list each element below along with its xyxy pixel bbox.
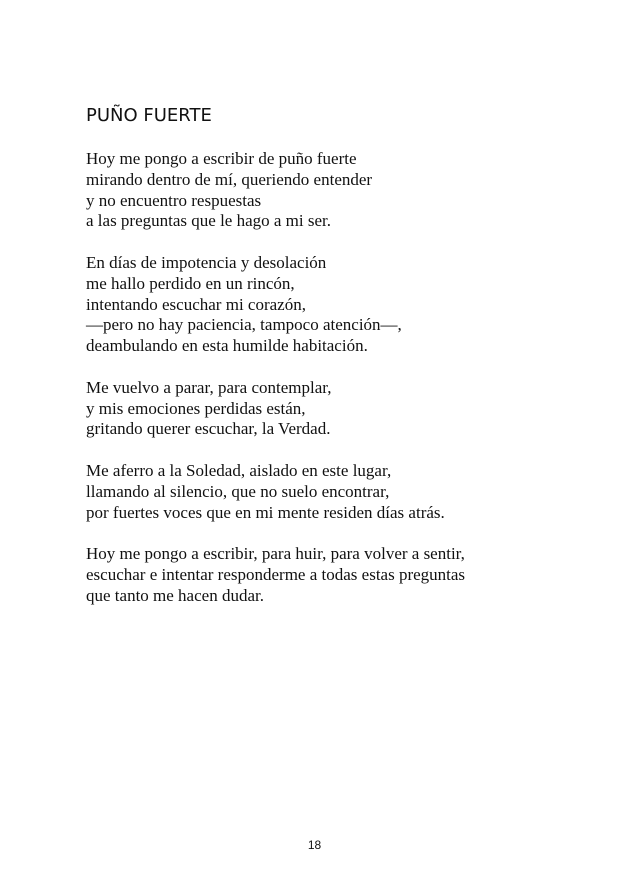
poem-line: escuchar e intentar responderme a todas estas preguntas: [86, 564, 466, 584]
poem-line: Me aferro a la Soledad, aislado en este lugar,: [86, 460, 392, 480]
stanza: [86, 544, 606, 606]
poem-line: —pero no hay paciencia, tampoco atención—,: [86, 315, 402, 335]
poem-line: me hallo perdido en un rincón,: [86, 273, 295, 293]
poem-title: PUÑO FUERTE: [86, 105, 212, 126]
poem-line: gritando querer escuchar, la Verdad.: [86, 419, 331, 439]
stanza: [86, 253, 606, 357]
stanza: [86, 461, 606, 523]
poem-line: a las preguntas que le hago a mi ser.: [86, 211, 332, 231]
poem-line: por fuertes voces que en mi mente residen días atrás.: [86, 502, 445, 522]
poem-line: y mis emociones perdidas están,: [86, 398, 306, 418]
poem-line: y no encuentro respuestas: [86, 190, 262, 210]
stanza: [86, 378, 606, 440]
poem-body: [86, 149, 606, 627]
stanza: [86, 149, 606, 232]
poem-line: Hoy me pongo a escribir de puño fuerte: [86, 149, 357, 168]
poem-line: que tanto me hacen dudar.: [86, 585, 264, 605]
poem-line: En días de impotencia y desolación: [86, 252, 327, 272]
poem-line: intentando escuchar mi corazón,: [86, 294, 306, 314]
poem-line: deambulando en esta humilde habitación.: [86, 336, 368, 356]
poem-line: mirando dentro de mí, queriendo entender: [86, 169, 373, 189]
poem-line: llamando al silencio, que no suelo encontrar,: [86, 481, 390, 501]
poem-line: Me vuelvo a parar, para contemplar,: [86, 377, 332, 397]
page-number: 18: [307, 838, 322, 852]
poem-line: Hoy me pongo a escribir, para huir, para volver a sentir,: [86, 544, 465, 564]
